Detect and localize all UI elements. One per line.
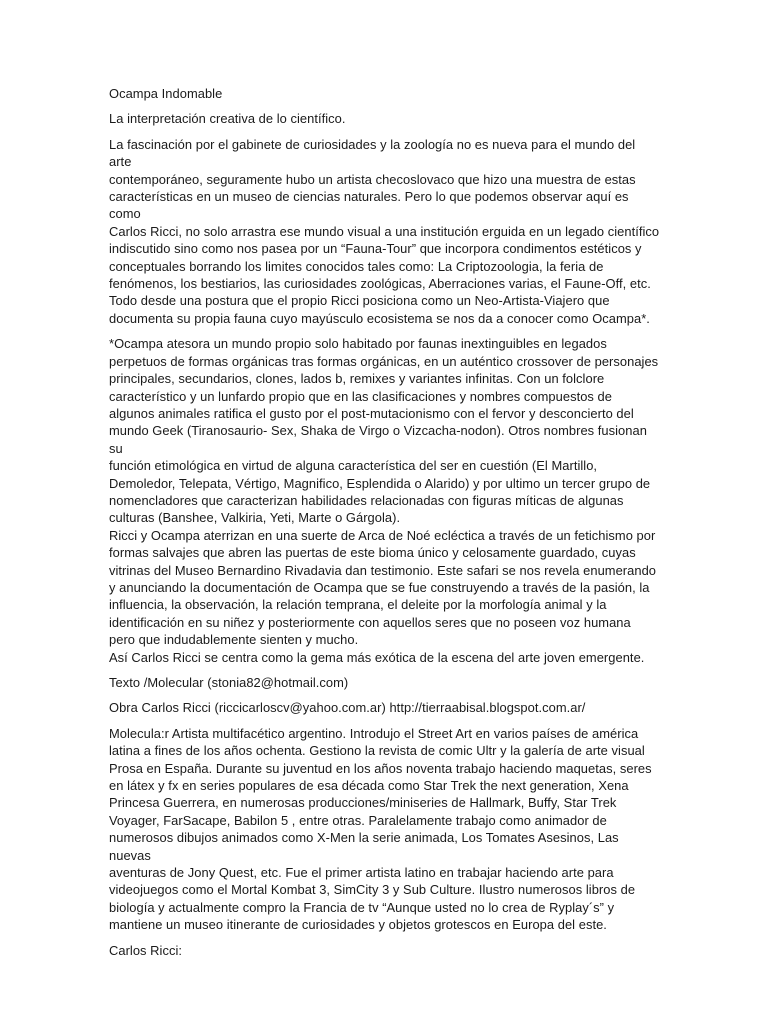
paragraph-arca-de-noe: Ricci y Ocampa aterrizan en una suerte de Arca de Noé ecléctica a través de un fetichismo por formas salvajes que abren las puertas de este bioma único y celosamente guardado, cuyas vitrinas del Museo Bernardino Rivadavia dan testimonio. Este safari se nos revela enumerando y anunciando la documentación de Ocampa que se fue construyendo a través de la pasión, la influencia, la observación, la relación temprana, el deleite por la morfología animal y la identificación en su niñez y posteriormente con aquellos seres que no poseen voz humana pero que indudablemente sienten y mucho. — [109, 527, 657, 648]
credit-text: Texto /Molecular (stonia82@hotmail.com) — [109, 675, 349, 690]
document-subtitle: La interpretación creativa de lo científico. — [109, 111, 346, 127]
document-title: Ocampa Indomable — [109, 86, 223, 101]
paragraph-molecular-bio: Molecula:r Artista multifacético argentino. Introdujo el Street Art en varios países de américa latina a fines de los años ochenta. Gestiono la revista de comic Ultr y la galería de arte visual Prosa en España. Durante su juventud en los años noventa trabajo haciendo maquetas, seres en látex y fx en series populares de esa década como Star Trek the next generation, Xena Princesa Guerrera, en numerosas producciones/miniseries de Hallmark, Buffy, Star Trek Voyager, FarSacape, Babilon 5 , entre otras. Paralelamente trabajo como animador de numerosos dibujos animados como X-Men la serie animada, Los Tomates Asesinos, Las nuevas aventuras de Jony Quest, etc. Fue el primer artista latino en trabajar haciendo arte para videojuegos como el Mortal Kombat 3, SimCity 3 y Sub Culture. Ilustro numerosos libros de biología y actualmente compro la Francia de tv “Aunque usted no lo crea de Ryplay´s” y mantiene un museo itinerante de curiosidades y objetos grotescos en Europa del este. — [109, 725, 652, 933]
credit-work: Obra Carlos Ricci (riccicarloscv@yahoo.com.ar) http://tierraabisal.blogspot.com.ar/ — [109, 700, 586, 716]
paragraph-intro: La fascinación por el gabinete de curiosidades y la zoología no es nueva para el mundo del arte contemporáneo, seguramente hubo un artista checoslovaco que hizo una muestra de estas características en un museo de ciencias naturales. Pero lo que podemos observar aquí es como Carlos Ricci, no solo arrastra ese mundo visual a una institución erguida en un legado científico indiscutido sino como nos pasea por un “Fauna-Tour” que incorpora condimentos estéticos y conceptuales borrando los limites conocidos tales como: La Criptozoologia, la feria de fenómenos, los bestiarios, las curiosidades zoológicas, Aberraciones varias, el Faune-Off, etc. Todo desde una postura que el propio Ricci posiciona como un Neo-Artista-Viajero que documenta su propia fauna cuyo mayúsculo ecosistema se nos da a conocer como Ocampa*. — [109, 136, 660, 326]
document-page — [109, 85, 661, 967]
closing-label: Carlos Ricci: — [109, 942, 182, 958]
paragraph-ocampa-note: *Ocampa atesora un mundo propio solo habitado por faunas inextinguibles en legados perpetuos de formas orgánicas tras formas orgánicas, en un auténtico crossover de personajes principales, secundarios, clones, lados b, remixes y variantes infinitas. Con un folclore característico y un lunfardo propio que en las clasificaciones y nombres compuestos de algunos animales ratifica el gusto por el post-mutacionismo con el fervor y desconcierto del mundo Geek (Tiranosaurio- Sex, Shaka de Virgo o Vizcacha-nodon). Otros nombres fusionan su función etimológica en virtud de alguna característica del ser en cuestión (El Martillo, Demoledor, Telepata, Vértigo, Magnifico, Esplendida o Alarido) y por ultimo un tercer grupo de nomencladores que caracterizan habilidades relacionadas con figuras míticas de algunas culturas (Banshee, Valkiria, Yeti, Marte o Gárgola). — [109, 336, 659, 526]
paragraph-gema: Así Carlos Ricci se centra como la gema más exótica de la escena del arte joven emergente. — [109, 649, 645, 665]
